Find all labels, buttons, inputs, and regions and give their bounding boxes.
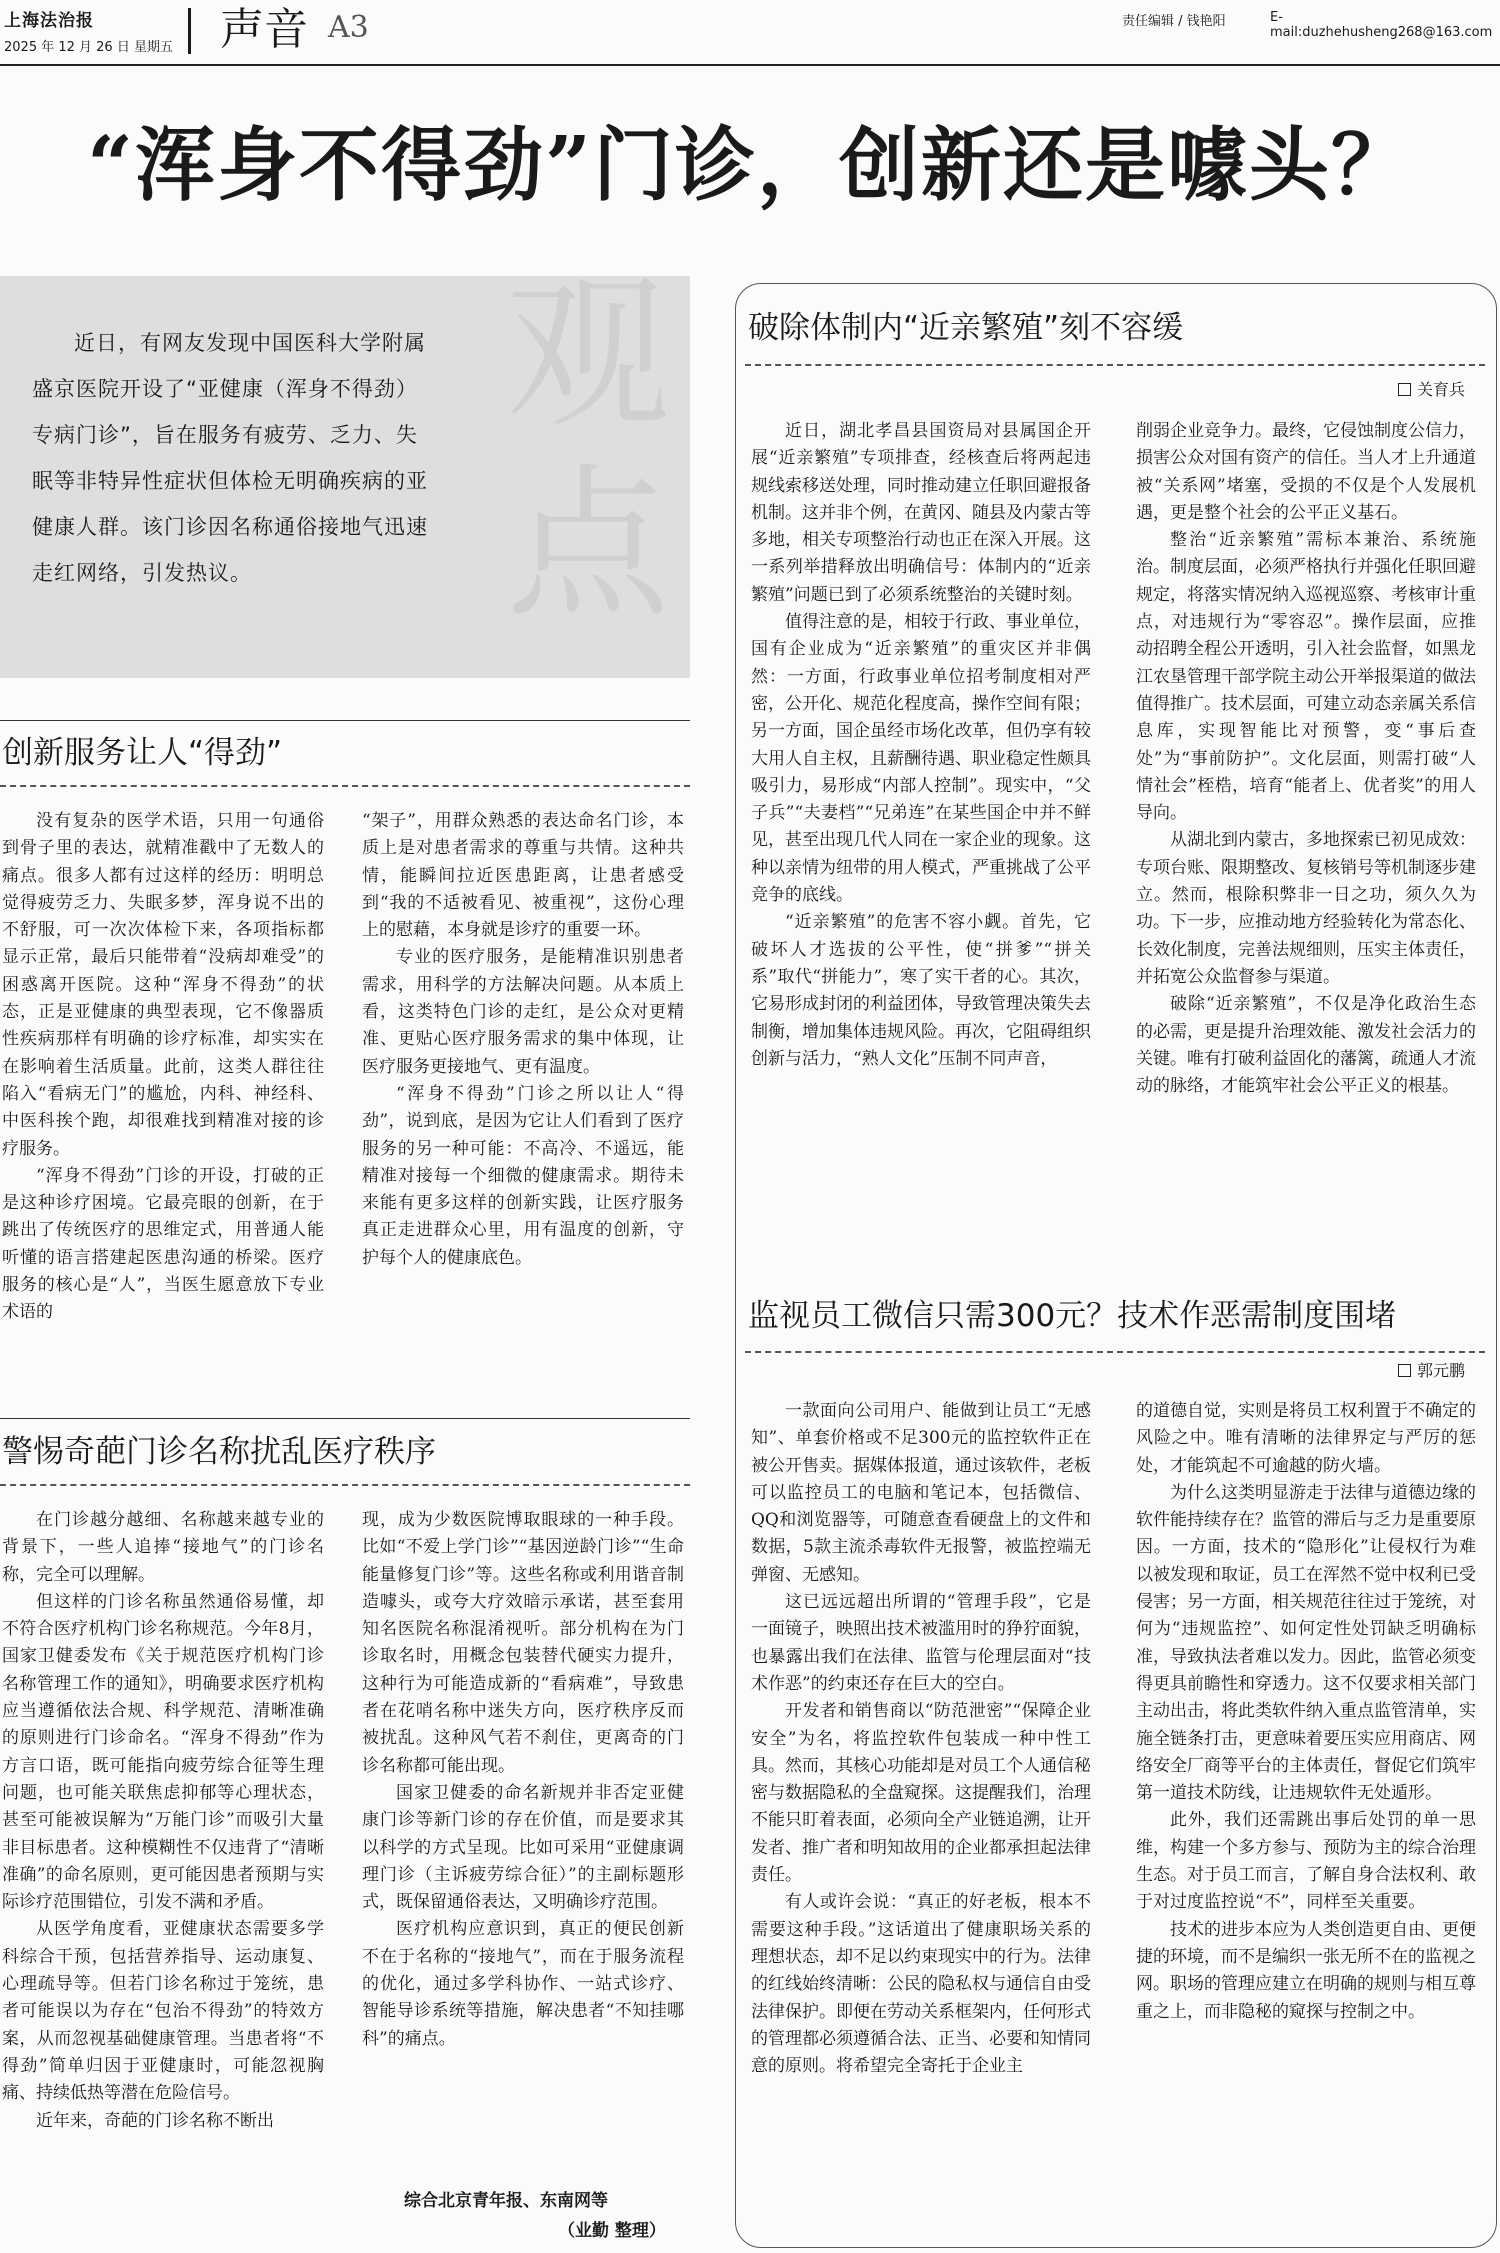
paragraph: 没有复杂的医学术语，只用一句通俗到骨子里的表达，就精准戳中了无数人的痛点。很多人都有过这样的经历：明明总觉得疲劳乏力、失眠多梦，浑身说不出的不舒服，可一次次体检下来，各项指标都显示正常，最后只能带着“没病却难受”的困惑离开医院。这种“浑身不得劲”的状态，正是亚健康的典型表现，它不像器质性疾病那样有明确的诊疗标准，却实实在在影响着生活质量。此前，这类人群往往陷入“看病无门”的尴尬，内科、神经科、中医科挨个跑，却很难找到精准对接的诊疗服务。 [2,811,324,1159]
paragraph: 但这样的门诊名称虽然通俗易懂，却不符合医疗机构门诊名称规范。今年8月，国家卫健委发布《关于规范医疗机构门诊名称管理工作的通知》，明确要求医疗机构应当遵循依法合规、科学规范、清晰准确的原则进行门诊命名。“浑身不得劲”作为方言口语，既可能指向疲劳综合征等生理问题，也可能关联焦虑抑郁等心理状态，甚至可能被误解为“万能门诊”而吸引大量非目标患者。这种模糊性不仅违背了“清晰准确”的命名原则，更可能因患者预期与实际诊疗范围错位，引发不满和矛盾。 [2,1591,324,1913]
page-number: A3 [328,10,369,45]
page-headline: “浑身不得劲”门诊，创新还是噱头？ [86,118,1414,212]
issue-date: 2025 年 12 月 26 日 星期五 [4,40,173,55]
byline-box-icon [1398,1364,1411,1377]
article2-title: 警惕奇葩门诊名称扰乱医疗秩序 [2,1434,436,1470]
watermark-char-1: 观 [505,259,670,450]
paragraph: “浑身不得劲”门诊之所以让人“得劲”，说到底，是因为它让人们看到了医疗服务的另一种可能：不高冷、不遥远，能精准对接每一个细微的健康需求。期待未来能有更多这样的创新实践，让医疗服务真正走进群众心里，用有温度的创新，守护每个人的健康底色。 [362,1083,684,1268]
article1-column-1 [2,808,324,1327]
paragraph: “近亲繁殖”的危害不容小觑。首先，它破坏人才选拔的公平性，使“拼爹”“拼关系”取代“拼能力”，寒了实干者的心。其次，它易形成封闭的利益团体，导致管理决策失去制衡，增加集体违规风险。再次，它阻碍组织创新与活力，“熟人文化”压制不同声音， [751,912,1091,1069]
article3-byline [1398,377,1465,400]
viewpoint-watermark [488,260,688,640]
article1-title-rule [0,785,690,787]
article1-column-2 [362,808,684,1272]
masthead [0,0,1500,70]
intro-text: 近日，有网友发现中国医科大学附属盛京医院开设了“亚健康（浑身不得劲）专病门诊”，旨在服务有疲劳、乏力、失眠等非特异性症状但体检无明确疾病的亚健康人群。该门诊因名称通俗接地气迅速走红网络，引发热议。 [32,331,428,585]
paragraph: 削弱企业竞争力。最终，它侵蚀制度公信力，损害公众对国有资产的信任。当人才上升通道被“关系网”堵塞，受损的不仅是个人发展机遇，更是整个社会的公平正义基石。 [1136,421,1476,523]
newspaper-name: 上海法治报 [4,11,94,31]
article3-column-1 [751,418,1091,1073]
article2-column-2 [362,1507,684,2053]
paragraph: 有人或许会说：“真正的好老板，根本不需要这种手段。”这话道出了健康职场关系的理想状态，却不足以约束现实中的行为。法律的红线始终清晰：公民的隐私权与通信自由受法律保护。即便在劳动关系框架内，任何形式的管理都必须遵循合法、正当、必要和知情同意的原则。将希望完全寄托于企业主 [751,1892,1091,2077]
article2-top-rule [0,1418,690,1419]
article4-title-rule [745,1351,1485,1353]
paragraph: “浑身不得劲”门诊的开设，打破的正是这种诊疗困境。它最亮眼的创新，在于跳出了传统医疗的思维定式，用普通人能听懂的语言搭建起医患沟通的桥梁。医疗服务的核心是“人”，当医生愿意放下专业术语的 [2,1165,324,1323]
article2-source-credit: 综合北京青年报、东南网等 [404,2191,608,2211]
article3-title: 破除体制内“近亲繁殖”刻不容缓 [748,310,1184,346]
paragraph: 从医学角度看，亚健康状态需要多学科综合干预，包括营养指导、运动康复、心理疏导等。但若门诊名称过于笼统，患者可能误以为存在“包治不得劲”的特效方案，从而忽视基础健康管理。当患者将“不得劲”简单归因于亚健康时，可能忽视胸痛、持续低热等潜在危险信号。 [2,1919,324,2104]
paragraph: 在门诊越分越细、名称越来越专业的背景下，一些人追捧“接地气”的门诊名称，完全可以理解。 [2,1510,324,1585]
paragraph: 整治“近亲繁殖”需标本兼治、系统施治。制度层面，必须严格执行并强化任职回避规定，将落实情况纳入巡视巡察、考核审计重点，对违规行为“零容忍”。操作层面，应推动招聘全程公开透明，引入社会监督，如黑龙江农垦管理干部学院主动公开举报渠道的做法值得推广。技术层面，可建立动态亲属关系信息库，实现智能比对预警，变“事后查处”为“事前防护”。文化层面，则需打破“人情社会”桎梏，培育“能者上、优者奖”的用人导向。 [1136,530,1476,824]
paragraph: 的道德自觉，实则是将员工权利置于不确定的风险之中。唯有清晰的法律界定与严厉的惩处，才能筑起不可逾越的防火墙。 [1136,1401,1476,1476]
paragraph: 国家卫健委的命名新规并非否定亚健康门诊等新门诊的存在价值，而是要求其以科学的方式呈现。比如可采用“亚健康调理门诊（主诉疲劳综合征）”的主副标题形式，既保留通俗表达，又明确诊疗范围。 [362,1782,684,1913]
watermark-char-2: 点 [505,449,670,640]
paragraph: 这已远远超出所谓的“管理手段”，它是一面镜子，映照出技术被滥用时的狰狞面貌，也暴露出我们在法律、监管与伦理层面对“技术作恶”的约束还存在巨大的空白。 [751,1592,1091,1694]
paragraph: 破除“近亲繁殖”，不仅是净化政治生态的必需，更是提升治理效能、激发社会活力的关键。唯有打破利益固化的藩篱，疏通人才流动的脉络，才能筑牢社会公平正义的根基。 [1136,994,1476,1097]
article1-title: 创新服务让人“得劲” [2,735,283,771]
paragraph: 医疗机构应意识到，真正的便民创新不在于名称的“接地气”，而在于服务流程的优化，通过多学科协作、一站式诊疗、智能导诊系统等措施，解决患者“不知挂哪科”的痛点。 [362,1919,684,2049]
paragraph: 近日，湖北孝昌县国资局对县属国企开展“近亲繁殖”专项排查，经核查后将两起违规线索移送处理，同时推动建立任职回避报备机制。这并非个例，在黄冈、随县及内蒙古等多地，相关专项整治行动也正在深入开展。这一系列举措释放出明确信号：体制内的“近亲繁殖”问题已到了必须系统整治的关键时刻。 [751,421,1091,605]
masthead-divider [188,8,191,54]
article4-byline [1398,1358,1465,1381]
article4-column-1 [751,1398,1091,2080]
paragraph: 技术的进步本应为人类创造更自由、更便捷的环境，而不是编织一张无所不在的监视之网。职场的管理应建立在明确的规则与相互尊重之上，而非隐秘的窥探与控制之中。 [1136,1919,1476,2022]
article4-title: 监视员工微信只需300元？技术作恶需制度围堵 [748,1298,1397,1334]
article3-column-2 [1136,418,1476,1100]
article2-title-rule [0,1484,690,1486]
paragraph: “架子”，用群众熟悉的表达命名门诊，本质上是对患者需求的尊重与共情。这种共情，能瞬间拉近医患距离，让患者感受到“我的不适被看见、被重视”，这份心理上的慰藉，本身就是诊疗的重要一环。 [362,811,684,941]
contact-email: E-mail:duzhehusheng268@163.com [1270,10,1493,40]
section-name: 声音 [220,4,308,55]
paragraph: 值得注意的是，相较于行政、事业单位，国有企业成为“近亲繁殖”的重灾区并非偶然：一方面，行政事业单位招考制度相对严密，公开化、规范化程度高，操作空间有限；另一方面，国企虽经市场化改革，但仍享有较大用人自主权，且薪酬待遇、职业稳定性颇具吸引力，易形成“内部人控制”。现实中，“父子兵”“夫妻档”“兄弟连”在某些国企中并不鲜见，甚至出现几代人同在一家企业的现象。这种以亲情为纽带的用人模式，严重挑战了公平竞争的底线。 [751,612,1091,906]
article1-top-rule [0,720,690,721]
article4-column-2 [1136,1398,1476,2026]
paragraph: 为什么这类明显游走于法律与道德边缘的软件能持续存在？监管的滞后与乏力是重要原因。一方面，技术的“隐形化”让侵权行为难以被发现和取证，员工在浑然不觉中权利已受侵害；另一方面，相关规范往往过于笼统，对何为“违规监控”、如何定性处罚缺乏明确标准，导致执法者难以发力。因此，监管必须变得更具前瞻性和穿透力。这不仅要求相关部门主动出击，将此类软件纳入重点监管清单，实施全链条打击，更意味着要压实应用商店、网络安全厂商等平台的主体责任，督促它们筑牢第一道技术防线，让违规软件无处遁形。 [1136,1482,1476,1804]
masthead-rule [0,64,1500,66]
paragraph: 开发者和销售商以“防范泄密”“保障企业安全”为名，将监控软件包装成一种中性工具。然而，其核心功能却是对员工个人通信秘密与数据隐私的全盘窥探。这提醒我们，治理不能只盯着表面，必须向全产业链追溯，让开发者、推广者和明知故用的企业都承担起法律责任。 [751,1701,1091,1886]
article2-column-1 [2,1507,324,2135]
byline-box-icon [1398,383,1411,396]
paragraph: 专业的医疗服务，是能精准识别患者需求，用科学的方法解决问题。从本质上看，这类特色门诊的走红，是公众对更精准、更贴心医疗服务需求的集中体现，让医疗服务更接地气、更有温度。 [362,947,684,1077]
paragraph: 从湖北到内蒙古，多地探索已初见成效：专项台账、限期整改、复核销号等机制逐步建立。然而，根除积弊非一日之功，须久久为功。下一步，应推动地方经验转化为常态化、长效化制度，完善法规细则，压实主体责任，并拓宽公众监督参与渠道。 [1136,830,1476,987]
paragraph: 现，成为少数医院博取眼球的一种手段。比如“不爱上学门诊”“基因逆龄门诊”“生命能量修复门诊”等。这些名称或利用谐音制造噱头，或夸大疗效暗示承诺，甚至套用知名医院名称混淆视听。部分机构在为门诊取名时，用概念包装替代硬实力提升，这种行为可能造成新的“看病难”，导致患者在花哨名称中迷失方向，医疗秩序反而被扰乱。这种风气若不刹住，更离奇的门诊名称都可能出现。 [362,1510,684,1776]
paragraph: 一款面向公司用户、能做到让员工“无感知”、单套价格或不足300元的监控软件正在被公开售卖。据媒体报道，通过该软件，老板可以监控员工的电脑和笔记本，包括微信、QQ和浏览器等，可随意查看硬盘上的文件和数据，5款主流杀毒软件无报警，被监控端无弹窗、无感知。 [751,1401,1091,1585]
article2-compiler: （业勤 整理） [558,2221,666,2241]
article3-title-rule [745,364,1485,366]
article4-author: 郭元鹏 [1417,1361,1466,1380]
article3-author: 关育兵 [1417,380,1466,399]
responsible-editor: 责任编辑 / 钱艳阳 [1122,14,1226,29]
paragraph: 此外，我们还需跳出事后处罚的单一思维，构建一个多方参与、预防为主的综合治理生态。对于员工而言，了解自身合法权利、敢于对过度监控说“不”，同样至关重要。 [1136,1810,1476,1913]
paragraph: 近年来，奇葩的门诊名称不断出 [36,2110,274,2131]
